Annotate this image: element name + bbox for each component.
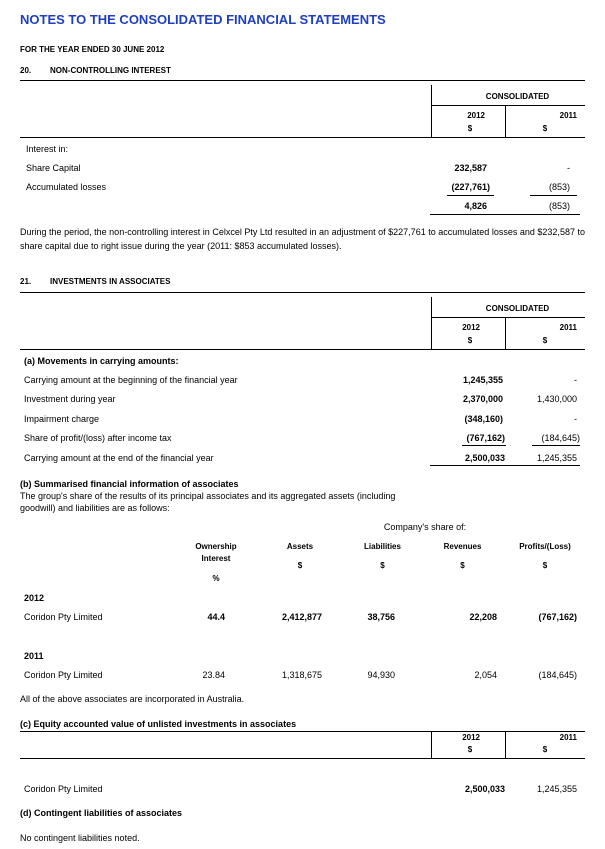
note21-a-row-2012: 1,245,355	[462, 375, 503, 385]
note20-row-value-2012: (227,761)	[451, 182, 490, 192]
note21-b-heading: (b) Summarised financial information of associates	[20, 479, 239, 489]
note21-a-row-label: Investment during year	[24, 394, 116, 404]
table-cell-assets: 2,412,877	[281, 612, 322, 622]
note20-total-2012: 4,826	[464, 201, 487, 211]
note20-paragraph: During the period, the non-controlling interest in Celxcel Pty Ltd resulted in an adjustment of $227,761 to accumulated losses and $232,587 to share capital due to right issue during the year (2011: $853 accumulated losses).	[20, 227, 585, 251]
note20-col-divider	[431, 85, 432, 137]
note20-year-2011: 2011	[559, 111, 577, 120]
note21-c-rule	[20, 731, 585, 732]
note21-c-heading: (c) Equity accounted value of unlisted investments in associates	[20, 719, 297, 729]
note20-row-label: Accumulated losses	[26, 182, 107, 192]
note21-c-col-divider	[431, 731, 432, 758]
ownership-header: Interest	[201, 554, 231, 563]
note21-a-row-label: Share of profit/(loss) after income tax	[24, 433, 172, 443]
note21-number: 21.	[20, 277, 32, 286]
note20-total-rule	[430, 214, 580, 215]
note20-row-label: Share Capital	[26, 163, 81, 173]
note20-header-rule	[432, 105, 585, 106]
note21-a-row-label: Impairment charge	[24, 414, 100, 424]
note21-a-row-2012: (767,162)	[466, 433, 505, 443]
table-cell-revenues: 2,054	[474, 670, 497, 680]
note21-c-header-bottom-rule	[20, 758, 585, 759]
note21-a-row-label: Carrying amount at the beginning of the financial year	[24, 375, 238, 385]
note21-c-year-2011: 2011	[559, 733, 577, 742]
assets-unit: $	[297, 561, 303, 570]
note21-a-row-2011: 1,245,355	[536, 453, 577, 463]
note20-currency-2012: $	[467, 124, 473, 133]
profits-unit: $	[542, 561, 548, 570]
profits-header: Profits/(Loss)	[519, 542, 571, 551]
note21-a-row-2011: (184,645)	[541, 433, 580, 443]
note21-d-text: No contingent liabilities noted.	[20, 833, 140, 843]
note21-heading: INVESTMENTS IN ASSOCIATES	[50, 277, 171, 286]
year-label-2011: 2011	[24, 651, 44, 661]
note21-d-heading: (d) Contingent liabilities of associates	[20, 808, 183, 818]
note21-c-currency-2012: $	[467, 745, 473, 754]
note21-currency-2011: $	[542, 336, 548, 345]
note20-subtotal-rule	[530, 195, 577, 196]
note20-heading: NON-CONTROLLING INTEREST	[50, 66, 171, 75]
table-row-name: Coridon Pty Limited	[24, 612, 103, 622]
note20-consolidated-header: CONSOLIDATED	[485, 92, 550, 101]
note21-a-heading: (a) Movements in carrying amounts:	[24, 356, 179, 366]
note21-incorporated: All of the above associates are incorporated in Australia.	[20, 694, 245, 704]
note21-c-currency-2011: $	[542, 745, 548, 754]
note20-row-value-2011: -	[567, 163, 570, 173]
note20-currency-2011: $	[542, 124, 548, 133]
note20-row-value-2012: 232,587	[454, 163, 487, 173]
note21-currency-2012: $	[467, 336, 473, 345]
revenues-header: Revenues	[443, 542, 482, 551]
table-cell-liabilities: 38,756	[367, 612, 395, 622]
note21-header-rule	[432, 317, 585, 318]
note21-a-row-2012: 2,500,033	[464, 453, 505, 463]
note21-b-text: The group's share of the results of its principal associates and its aggregated assets (including	[20, 491, 396, 501]
note21-header-bottom-rule	[20, 349, 585, 350]
note21-c-col-divider	[505, 731, 506, 758]
table-cell-assets: 1,318,675	[281, 670, 322, 680]
revenues-unit: $	[460, 561, 465, 570]
company-share-header: Company's share of:	[383, 522, 467, 532]
table-cell-liabilities: 94,930	[367, 670, 395, 680]
note21-a-row-2011: 1,430,000	[536, 394, 577, 404]
note21-year-2012: 2012	[462, 323, 480, 332]
table-cell-revenues: 22,208	[469, 612, 497, 622]
table-cell-profit: (184,645)	[538, 670, 577, 680]
table-cell-ownership: 44.4	[207, 612, 225, 622]
table-cell-ownership: 23.84	[202, 670, 225, 680]
note20-interest-in: Interest in:	[26, 144, 69, 154]
note21-a-subtotal-rule	[462, 445, 506, 446]
note20-year-2012: 2012	[467, 111, 485, 120]
note21-c-row-2011: 1,245,355	[536, 784, 577, 794]
note20-rule	[20, 80, 585, 81]
period-heading: FOR THE YEAR ENDED 30 JUNE 2012	[20, 45, 165, 54]
table-row-name: Coridon Pty Limited	[24, 670, 103, 680]
note21-a-row-label: Carrying amount at the end of the financial year	[24, 453, 214, 463]
note20-subtotal-rule	[447, 195, 494, 196]
assets-header: Assets	[286, 542, 314, 551]
note21-a-row-2012: 2,370,000	[462, 394, 503, 404]
note21-col-divider	[505, 317, 506, 349]
note21-consolidated-header: CONSOLIDATED	[485, 304, 550, 313]
note21-year-2011: 2011	[559, 323, 577, 332]
note21-c-row-name: Coridon Pty Limited	[24, 784, 103, 794]
liabilities-header: Liabilities	[364, 542, 401, 551]
note21-a-row-2012: (348,160)	[464, 414, 503, 424]
note21-b-text: goodwill) and liabilities are as follows:	[20, 503, 170, 513]
page-title: NOTES TO THE CONSOLIDATED FINANCIAL STATEMENTS	[20, 12, 386, 27]
note20-row-value-2011: (853)	[548, 182, 570, 192]
year-label-2012: 2012	[24, 593, 45, 603]
note21-rule	[20, 292, 585, 293]
ownership-header: Ownership	[195, 542, 237, 551]
note21-c-row-2012: 2,500,033	[464, 784, 505, 794]
note20-number: 20.	[20, 66, 32, 75]
note20-total-2011: (853)	[548, 201, 570, 211]
note21-a-subtotal-rule	[532, 445, 580, 446]
note21-col-divider	[431, 297, 432, 349]
liabilities-unit: $	[380, 561, 385, 570]
note21-a-total-rule	[430, 465, 580, 466]
note20-col-divider	[505, 105, 506, 137]
note21-c-year-2012: 2012	[462, 733, 480, 742]
note21-a-row-2011: -	[574, 375, 577, 385]
note20-header-bottom-rule	[20, 137, 585, 138]
table-cell-profit: (767,162)	[538, 612, 577, 622]
ownership-unit: %	[212, 574, 220, 583]
note21-a-row-2011: -	[574, 414, 577, 424]
